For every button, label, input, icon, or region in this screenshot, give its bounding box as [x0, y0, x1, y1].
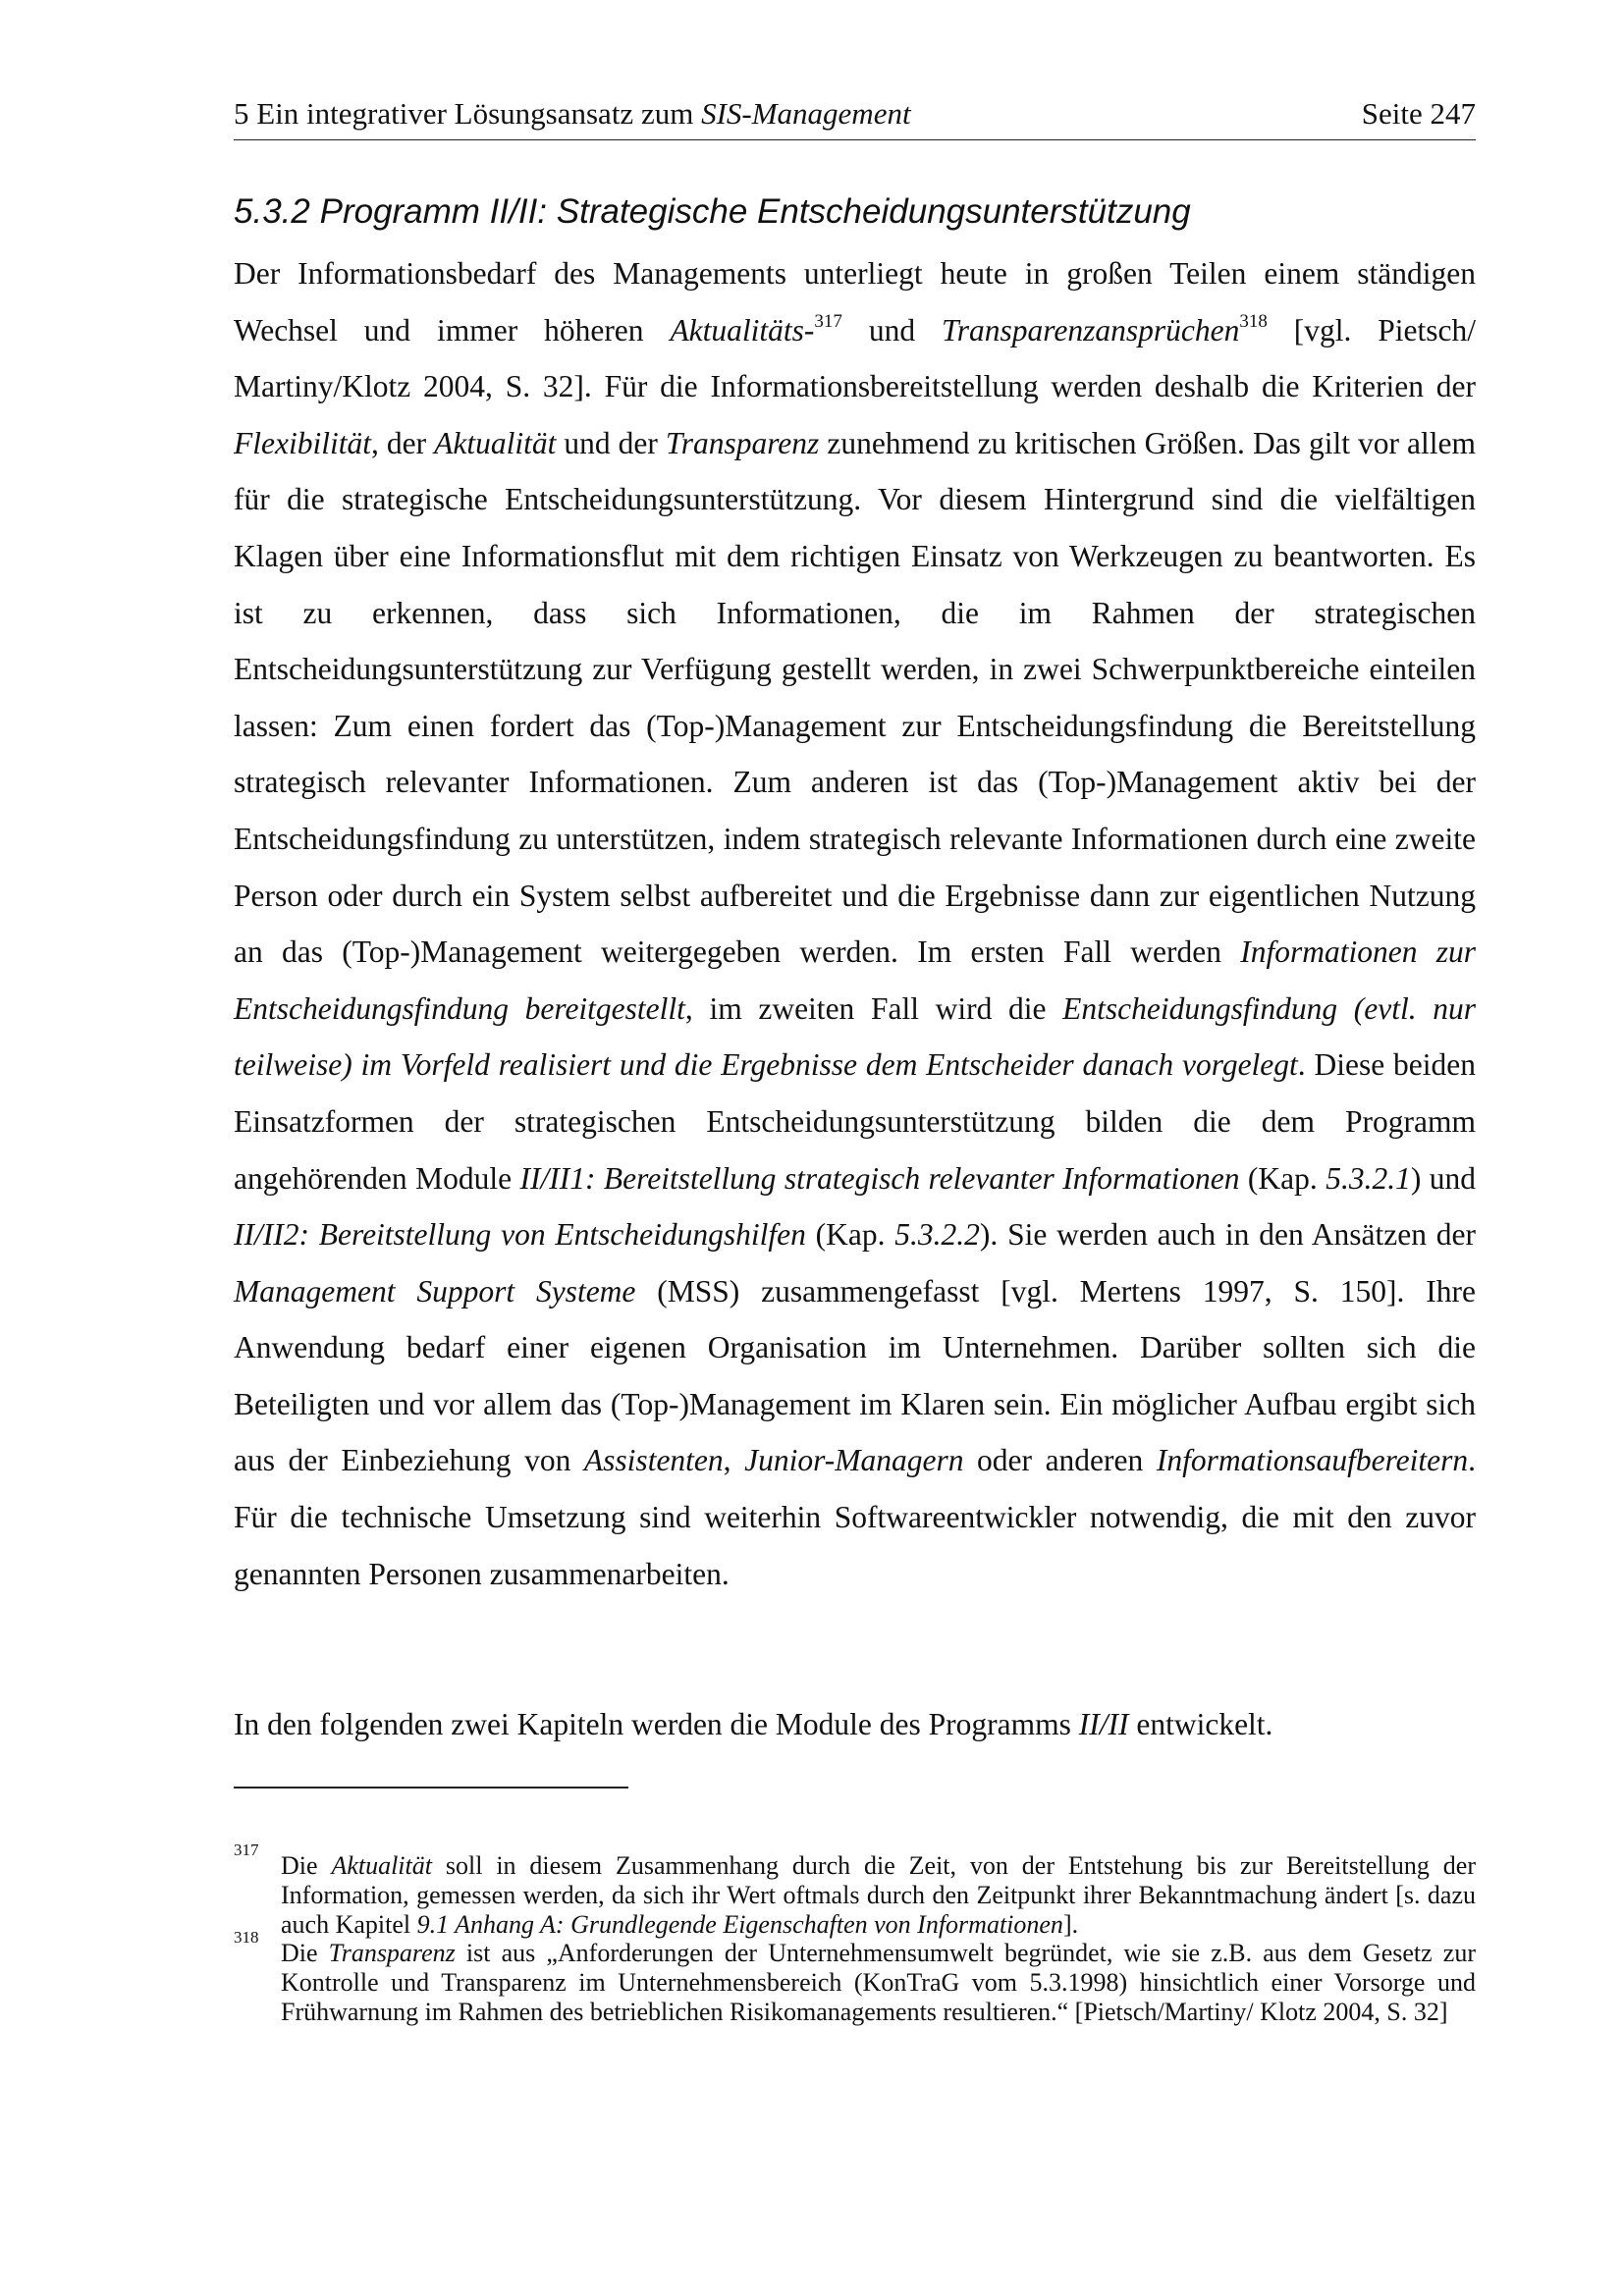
footnote-number: 317 — [234, 1841, 259, 1859]
main-paragraph — [234, 245, 1476, 1602]
section-number: 5.3.2 — [234, 192, 310, 231]
footnote-ref-317[interactable]: 317 — [814, 310, 842, 332]
running-title-italic: SIS-Management — [701, 96, 911, 131]
running-title — [234, 96, 911, 132]
footnote-ref-318[interactable]: 318 — [1239, 310, 1268, 332]
paragraph-text: Der Informationsbedarf des Managements unterliegt heute in großen Teilen einem ständigen Wechsel und immer höheren Aktualitäts-$^{317}$ und Transparenzansprüchen$^{318}$ [vgl. Pietsch/ Martiny/Klotz 2004, S. 32]. Für die Informationsbereitstellung werden deshalb die Kriterien der Flexibilität, der Aktualität und der Transparenz zunehmend zu kritischen Größen. Das gilt vor allem für die strategische Entscheidungsunterstützung. Vor diesem Hintergrund sind die vielfältigen Klagen über eine Informationsflut mit dem richtigen Einsatz von Werkzeugen zu beantworten. Es ist zu erkennen, dass sich Informationen, die im Rahmen der strategischen Entscheidungsunterstützung zur Verfügung gestellt werden, in zwei Schwerpunktbereiche einteilen lassen: Zum einen fordert das (Top-)Management zur Entscheidungsfindung die Bereitstellung strategisch relevanter Informationen. Zum anderen ist das (Top-)Management aktiv bei der Entscheidungsfindung zu unterstützen, indem strategisch relevante Informationen durch eine zweite Person oder durch ein System selbst aufbereitet und die Ergebnisse dann zur eigentlichen Nutzung an das (Top-)Management weitergegeben werden. Im ersten Fall werden Informationen zur Entscheidungsfindung bereitgestellt, im zweiten Fall wird die Entscheidungsfindung (evtl. nur teilweise) im Vorfeld realisiert und die Ergebnisse dem Entscheider danach vorgelegt. Diese beiden Einsatzformen der strategischen Entscheidungsunterstützung bilden die dem Programm angehörenden Module II/II1: Bereitstellung strategisch relevanter Informationen (Kap. 5.3.2.1) und II/II2: Bereitstellung von Entscheidungshilfen (Kap. 5.3.2.2). Sie werden auch in den Ansätzen der Management Support Systeme (MSS) zusammengefasst [vgl. Mertens 1997, S. 150]. Ihre Anwendung bedarf einer eigenen Organisation im Unternehmen. Darüber sollten sich die Beteiligten und vor allem das (Top-)Management im Klaren sein. Ein möglicher Aufbau ergibt sich aus der Einbeziehung von Assistenten, Junior-Managern oder anderen Informationsaufbereitern. Für die technische Umsetzung sind weiterhin Softwareentwickler notwendig, die mit den zuvor genannten Personen zusammenarbeiten. — [234, 256, 1477, 1591]
footnote-separator — [234, 1787, 628, 1789]
section-title: Programm II/II: Strategische Entscheidungsunterstützung — [319, 192, 1191, 231]
section-heading — [234, 192, 1191, 232]
page-number: Seite 247 — [1361, 96, 1476, 131]
footnote-318: 318 Die Transparenz ist aus „Anforderungen der Unternehmensumwelt begründet, wie sie z.B. aus dem Gesetz zur Kontrolle und Transparenz im Unternehmensbereich (KonTraG vom 5.3.1998) hinsichtlich einer Vorsorge und Frühwarnung im Rahmen des betrieblichen Risikomanagements resultieren.“ [Pietsch/Martiny/ Klotz 2004, S. 32] — [234, 1928, 1476, 2026]
footnote-number: 318 — [234, 1928, 259, 1948]
footnote-317: 317 Die Aktualität soll in diesem Zusammenhang durch die Zeit, von der Entstehung bis zur Bereitstellung der Information, gemessen werden, da sich ihr Wert oftmals durch den Zeitpunkt ihrer Bekanntmachung ändert [s. dazu auch Kapitel 9.1 Anhang A: Grundlegende Eigenschaften von Informationen]. — [234, 1841, 1476, 1939]
footnotes — [234, 1841, 1476, 2027]
running-title-text: 5 Ein integrativer Lösungsansatz zum — [234, 96, 702, 131]
page-header — [234, 96, 1476, 140]
closing-paragraph: In den folgenden zwei Kapiteln werden die Module des Programms II/II entwickelt. — [234, 1707, 1273, 1741]
